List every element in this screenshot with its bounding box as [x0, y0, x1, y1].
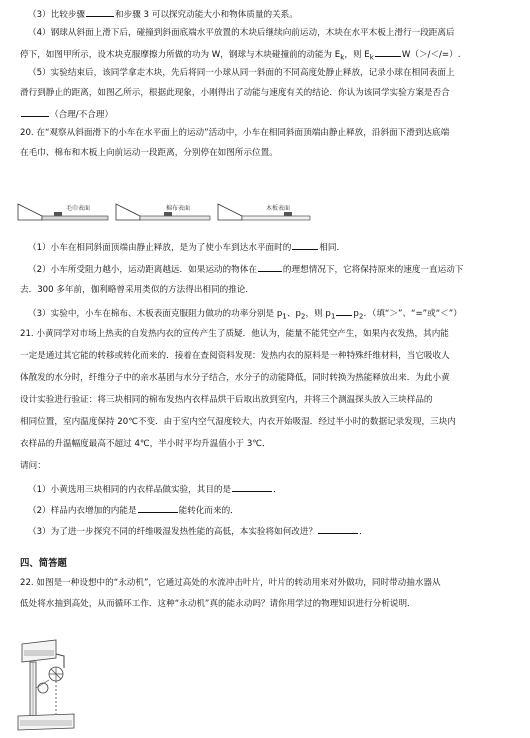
slope-panel-wood — [218, 204, 310, 220]
slope-figure — [14, 196, 314, 224]
q19-part4-line1: （4）钢球从斜面上滑下后，碰撞到斜面底端水平放置的木块后继续向前运动，木块在水平木板上滑行一段距离后 — [28, 28, 455, 38]
q21-part3: （3）为了进一步探究不同的纤维吸湿发热性能的高低，本实验将如何改进？ ． — [28, 524, 512, 539]
q20-stem-line2: 在毛巾、棉布和木板上向前运动一段距离，分别停在如图所示位置。 — [20, 148, 278, 158]
q19-part5-line1: （5）实验结束后，该同学拿走木块，先后将同一小球从同一斜面的不同高度处静止释放，记录小球在相同表面上 — [28, 68, 455, 78]
q19-part4-line2: 停下，如图甲所示，设木块克服摩擦力所做的功为 W，钢球与木块碰撞前的动能为 $E_k$，则 $E_k$ W（＞/＜/=）. — [20, 47, 512, 64]
slope-label: 毛巾表面 — [66, 205, 91, 212]
section-title: 四、简答题 — [20, 558, 67, 569]
q19-part3: （3）比较步骤 和步骤 3 可以探究动能大小和物体质量的关系。 — [28, 7, 512, 22]
q21-part2: （2）样品内衣增加的内能是 能转化而来的． — [28, 503, 512, 518]
answer-blank[interactable] — [86, 7, 114, 17]
perpetual-motion-machine-illustration — [16, 638, 78, 732]
slope-panel-towel — [18, 204, 108, 220]
answer-blank[interactable] — [21, 107, 49, 117]
q19-part5-line2: 滑行到静止的距离，如图乙所示，根据此现象，小刚得出了动能与速度有关的结论．你认为该同学实验方案是否合 — [20, 88, 450, 98]
slope-label: 棉布表面 — [166, 205, 191, 212]
q21-part1: （1）小黄选用三块相同的内衣样品做实验，其目的是 ． — [28, 482, 512, 497]
q22-stem-line1: 22. 如图是一种设想中的“永动机”，它通过高处的水流冲击叶片，叶片的转动用来对外做功，同时带动抽水器从 — [20, 578, 441, 588]
q20-stem-line1: 20. 在“观察从斜面滑下的小车在水平面上的运动”活动中，小车在相同斜面顶端由静止释放，沿斜面下滑到达底端 — [20, 128, 450, 138]
q20-part3: （3）实验中，小车在棉布、木板表面克服阻力做功的功率分别是 $p_1$、$p_2$，则 $p_1$ $p_2$．（填“＞”、“=”或“＜”） — [28, 306, 512, 323]
answer-blank[interactable] — [258, 262, 282, 272]
answer-blank[interactable] — [375, 47, 401, 57]
q21-stem-line2: 一定是通过其它能的转移或转化而来的．接着在查阅资料发现：发热内衣的原料是一种特殊纤维材料，当它吸收人 — [20, 351, 450, 361]
q20-part1: （1）小车在相同斜面顶端由静止释放，是为了使小车到达水平面时的 相同． — [28, 240, 512, 255]
answer-blank[interactable] — [138, 503, 178, 513]
answer-blank[interactable] — [318, 524, 358, 534]
q21-stem-line4: 设计实验进行验证：将三块相同的棉布发热内衣样品烘干后取出放到室内，并将三个测温探头放入三块样品的 — [20, 395, 433, 405]
q21-stem-line3: 体散发的水分时，纤维分子中的亲水基团与水分子结合，水分子的动能降低，同时转换为热能释放出来．为此小黄 — [20, 373, 450, 383]
q21-stem-line5: 相同位置，室内温度保持 20℃不变．由于室内空气湿度较大，内衣开始吸湿．经过半小时的数据记录发现，三块内 — [20, 417, 456, 427]
slope-panel-cotton — [116, 204, 210, 220]
q21-stem-line1: 21. 小黄同学对市场上热卖的自发热内衣的宣传产生了质疑．他认为，能量不能凭空产生，如果内衣发热，其内能 — [20, 329, 449, 339]
answer-blank[interactable] — [232, 482, 272, 492]
slope-label: 木板表面 — [266, 205, 291, 212]
answer-blank[interactable] — [336, 306, 352, 316]
q22-stem-line2: 低处将水抽到高处，从而循环工作．这种“永动机”真的能永动吗？请你用学过的物理知识进行分析说明． — [20, 599, 416, 609]
q21-ask: 请问： — [20, 461, 46, 471]
q19-part5-line3: （合理/不合理） — [20, 107, 512, 122]
q20-part2-line1: （2）小车所受阻力越小，运动距离越远．如果运动的物体在 的理想情况下，它将保持原来的速度一直运动下 — [28, 262, 512, 277]
q21-stem-line6: 衣样品的升温幅度最高不超过 4℃，半小时平均升温值小于 3℃． — [20, 439, 271, 449]
answer-blank[interactable] — [292, 240, 318, 250]
q20-part2-line2: 去．300 多年前，伽利略曾采用类似的方法得出相同的推论． — [20, 285, 254, 295]
